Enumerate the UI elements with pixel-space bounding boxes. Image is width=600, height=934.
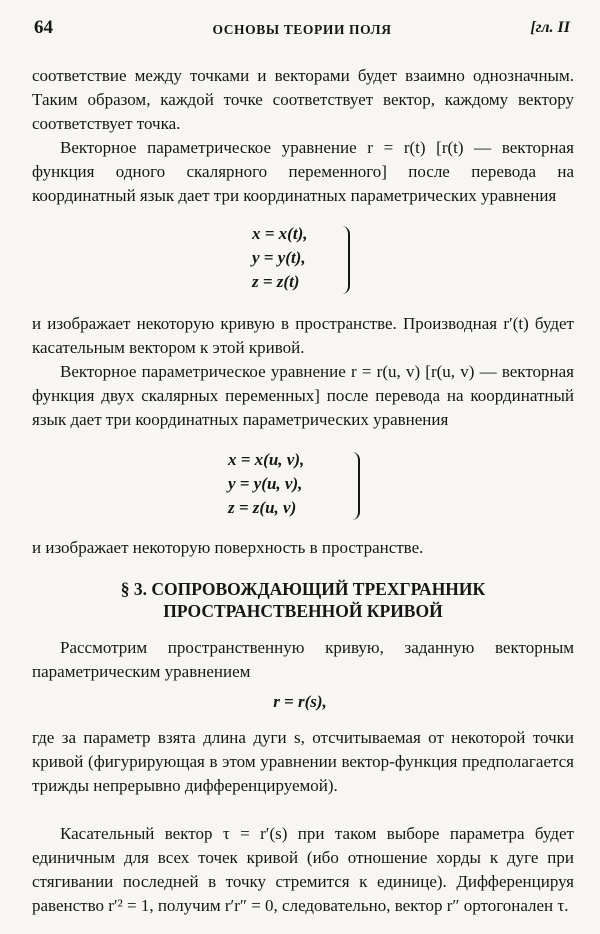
paragraph-7: где за параметр взята длина дуги s, отсчитываемая от некоторой точки кривой (фигурирующая в этом уравнении вектор-функция предполагается трижды непрерывно дифференцируемой). xyxy=(32,728,574,795)
paragraph-3: и изображает некоторую кривую в пространстве. Производная r′(t) будет касательным вектором к этой кривой. xyxy=(32,314,574,357)
section-heading-line-2: ПРОСТРАНСТВЕННОЙ КРИВОЙ xyxy=(163,601,443,621)
chapter-ref: [гл. II xyxy=(530,19,570,36)
paragraph-5: и изображает некоторую поверхность в пространстве. xyxy=(32,538,424,557)
equation-system-surface xyxy=(228,448,304,520)
equation-system-curve xyxy=(252,222,307,294)
equation-line: z = z(u, v) xyxy=(228,498,297,517)
paragraph-4: Векторное параметрическое уравнение r = r(u, v) [r(u, v) — векторная функция двух скалярных переменных] после перевода на координатный язык дает три координатных параметрических уравнения xyxy=(32,362,574,429)
paragraph-8: Касательный вектор τ = r′(s) при таком выборе параметра будет единичным для всех точек кривой (ибо отношение хорды к дуге при стягивании последней в точку стремится к единице). Дифференцируя равенство r′² = 1, получим r′r″ = 0, следовательно, вектор r″ ортогонален τ. xyxy=(32,824,574,915)
equation-line: y = y(u, v), xyxy=(228,474,303,493)
page-header xyxy=(34,16,570,44)
paragraph-6: Рассмотрим пространственную кривую, заданную векторным параметрическим уравнением xyxy=(32,638,574,681)
display-equation: r = r(s), xyxy=(273,692,327,711)
running-title: ОСНОВЫ ТЕОРИИ ПОЛЯ xyxy=(212,22,392,37)
right-brace xyxy=(352,452,360,520)
right-brace xyxy=(342,226,350,294)
equation-line: x = x(u, v), xyxy=(228,450,305,469)
section-heading-line-1: § 3. СОПРОВОЖДАЮЩИЙ ТРЕХГРАННИК xyxy=(120,579,486,599)
paragraph-1: соответствие между точками и векторами будет взаимно однозначным. Таким образом, каждой точке соответствует вектор, каждому вектору соответствует точка. xyxy=(32,66,574,133)
equation-line: x = x(t), xyxy=(252,224,308,243)
section-heading xyxy=(32,578,574,622)
equation-line: y = y(t), xyxy=(252,248,306,267)
paragraph-2: Векторное параметрическое уравнение r = r(t) [r(t) — векторная функция одного скалярного переменного] после перевода на координатный язык дает три координатных параметрических уравнения xyxy=(32,138,574,205)
page-number: 64 xyxy=(34,17,53,38)
equation-line: z = z(t) xyxy=(252,272,300,291)
